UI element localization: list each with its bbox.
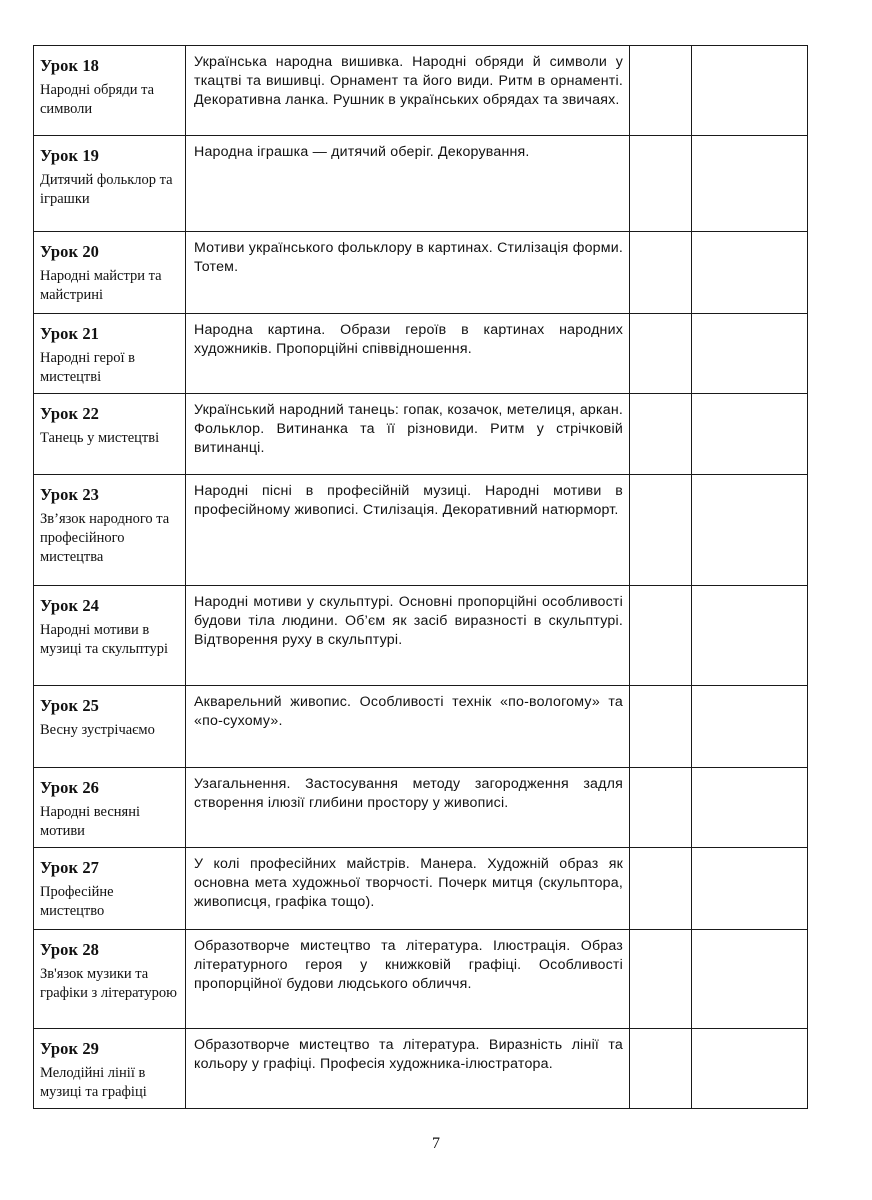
content-cell [186, 314, 630, 394]
page-number: 7 [432, 1135, 440, 1152]
lesson-number: Урок 29 [40, 1039, 100, 1058]
empty-cell [630, 475, 692, 586]
content-cell [186, 46, 630, 136]
lesson-content: Мотиви українського фольклору в картинах. Стилізація форми. Тотем. [194, 240, 623, 275]
empty-cell [630, 686, 692, 768]
lesson-cell [34, 586, 186, 686]
lesson-number: Урок 19 [40, 146, 100, 165]
empty-cell [692, 314, 808, 394]
empty-cell [630, 314, 692, 394]
lesson-number: Урок 22 [40, 404, 100, 423]
table-row [34, 1029, 808, 1109]
table-row [34, 930, 808, 1029]
empty-cell [692, 1029, 808, 1109]
content-cell [186, 394, 630, 475]
lesson-content: У колі професійних майстрів. Манера. Художній образ як основна мета художньої творчості. Почерк митця (скульптора, живописця, графіка тощо). [194, 856, 623, 910]
lesson-title: Народні герої в мистецтві [40, 350, 135, 385]
empty-cell [692, 46, 808, 136]
lesson-title: Танець у мистецтві [40, 430, 160, 446]
empty-cell [630, 930, 692, 1029]
lesson-number: Урок 18 [40, 56, 100, 75]
lesson-number: Урок 28 [40, 940, 100, 959]
lesson-number: Урок 24 [40, 596, 100, 615]
table-row [34, 686, 808, 768]
table-row [34, 586, 808, 686]
lesson-title: Народні весняні мотиви [40, 804, 140, 839]
lesson-title: Весну зустрічаємо [40, 722, 155, 738]
lesson-cell [34, 686, 186, 768]
empty-cell [692, 768, 808, 848]
lesson-cell [34, 768, 186, 848]
empty-cell [630, 46, 692, 136]
lesson-content: Образотворче мистецтво та література. Виразність лінії та кольору у графіці. Професія художника-ілюстратора. [194, 1037, 623, 1072]
lesson-content: Народні мотиви у скульптурі. Основні пропорційні особливості будови тіла людини. Об’єм як засіб виразності в скульптурі. Відтворення руху в скульптурі. [194, 594, 623, 648]
lesson-title: Дитячий фольклор та іграшки [40, 172, 173, 207]
empty-cell [692, 930, 808, 1029]
empty-cell [630, 768, 692, 848]
empty-cell [630, 848, 692, 930]
lesson-cell [34, 46, 186, 136]
lesson-content: Народна іграшка — дитячий оберіг. Декорування. [194, 144, 530, 160]
lesson-title: Народні мотиви в музиці та скульптурі [40, 622, 169, 657]
lesson-plan-table [33, 45, 808, 1109]
content-cell [186, 475, 630, 586]
table-row [34, 768, 808, 848]
lesson-cell [34, 1029, 186, 1109]
lesson-number: Урок 25 [40, 696, 100, 715]
content-cell [186, 586, 630, 686]
empty-cell [630, 136, 692, 232]
lesson-title: Мелодійні лінії в музиці та графіці [40, 1065, 147, 1100]
content-cell [186, 848, 630, 930]
empty-cell [692, 136, 808, 232]
empty-cell [630, 1029, 692, 1109]
lesson-title: Народні майстри та майстрині [40, 268, 162, 303]
empty-cell [692, 848, 808, 930]
lesson-content: Українська народна вишивка. Народні обряди й символи у ткацтві та вишивці. Орнамент та його види. Ритм в орнаменті. Декоративна ланка. Рушник в українських обрядах та звичаях. [194, 54, 623, 108]
empty-cell [630, 394, 692, 475]
lesson-title: Народні обряди та символи [40, 82, 155, 117]
lesson-number: Урок 23 [40, 485, 100, 504]
lesson-content: Народна картина. Образи героїв в картинах народних художників. Пропорційні співвідношення. [194, 322, 623, 357]
lesson-number: Урок 27 [40, 858, 100, 877]
empty-cell [692, 686, 808, 768]
table-row [34, 475, 808, 586]
table-row [34, 848, 808, 930]
lesson-number: Урок 26 [40, 778, 100, 797]
lesson-cell [34, 314, 186, 394]
table-row [34, 394, 808, 475]
table-row [34, 232, 808, 314]
lesson-cell [34, 930, 186, 1029]
table-row [34, 136, 808, 232]
lesson-content: Акварельний живопис. Особливості технік «по-вологому» та «по-сухому». [194, 694, 623, 729]
lesson-content: Образотворче мистецтво та література. Ілюстрація. Образ літературного героя у книжковій графіці. Особливості пропорційної будови людського обличчя. [194, 938, 623, 992]
lesson-content: Народні пісні в професійній музиці. Народні мотиви в професійному живописі. Стилізація. Декоративний натюрморт. [194, 483, 623, 518]
lesson-number: Урок 21 [40, 324, 100, 343]
table-row [34, 46, 808, 136]
lesson-number: Урок 20 [40, 242, 100, 261]
lesson-content: Узагальнення. Застосування методу загородження задля створення ілюзії глибини простору у живописі. [194, 776, 623, 811]
lesson-cell [34, 232, 186, 314]
empty-cell [692, 232, 808, 314]
content-cell [186, 930, 630, 1029]
empty-cell [630, 586, 692, 686]
content-cell [186, 1029, 630, 1109]
lesson-title: Зв’язок народного та професійного мистецтва [40, 511, 170, 565]
empty-cell [630, 232, 692, 314]
empty-cell [692, 394, 808, 475]
lesson-cell [34, 848, 186, 930]
table-row [34, 314, 808, 394]
lesson-cell [34, 136, 186, 232]
empty-cell [692, 475, 808, 586]
lesson-content: Український народний танець: гопак, козачок, метелиця, аркан. Фольклор. Витинанка та її різновиди. Ритм у стрічковій витинанці. [194, 402, 623, 456]
lesson-cell [34, 394, 186, 475]
content-cell [186, 686, 630, 768]
lesson-title: Зв'язок музики та графіки з літературою [40, 966, 177, 1001]
lesson-title: Професійне мистецтво [40, 884, 114, 919]
lesson-cell [34, 475, 186, 586]
content-cell [186, 136, 630, 232]
content-cell [186, 768, 630, 848]
empty-cell [692, 586, 808, 686]
content-cell [186, 232, 630, 314]
